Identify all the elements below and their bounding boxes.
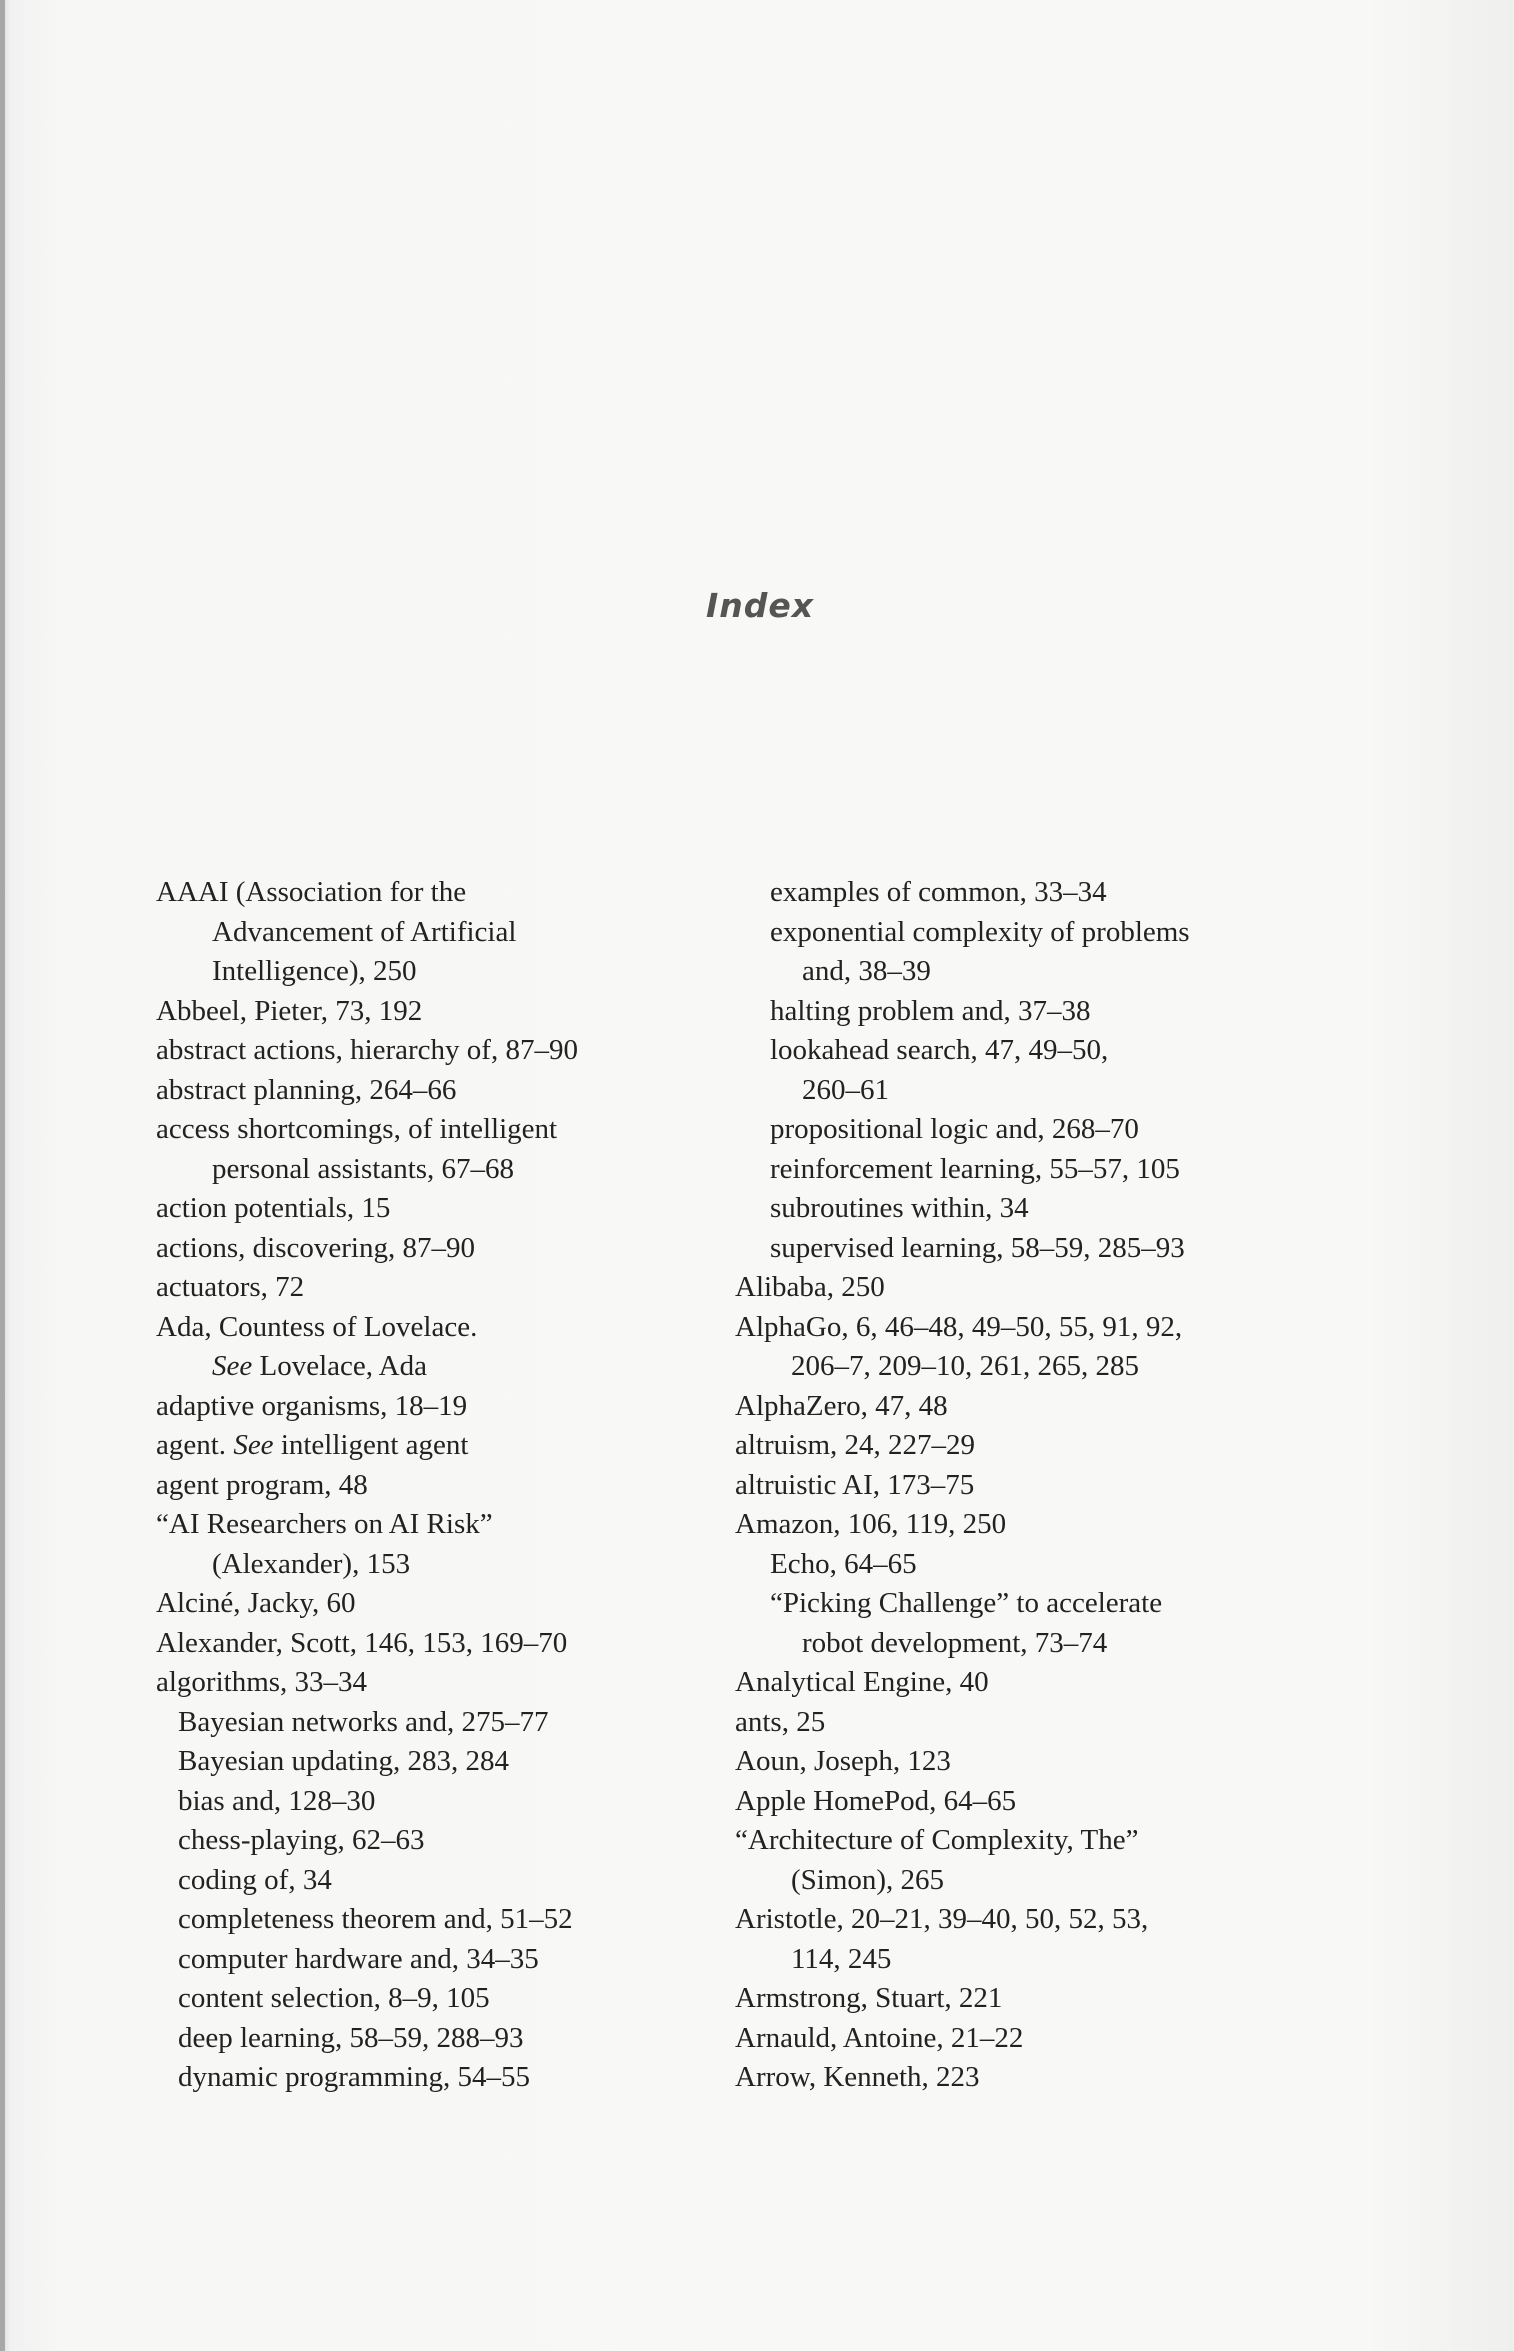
entry-text: Bayesian updating, 283, 284 — [178, 1745, 510, 1777]
index-entry — [156, 873, 578, 913]
page-edge-shadow — [0, 0, 5, 2351]
index-entry — [735, 1979, 1190, 2019]
index-entry — [156, 1308, 578, 1348]
entry-text: Lovelace, Ada — [252, 1350, 427, 1382]
see-reference-label: See — [212, 1350, 253, 1382]
entry-text: propositional logic and, 268–70 — [770, 1113, 1139, 1145]
entry-text: exponential complexity of problems — [770, 915, 1190, 948]
entry-text: “AI Researchers on AI Risk” — [156, 1508, 493, 1540]
entry-text: examples of common, 33–34 — [770, 876, 1107, 908]
index-entry — [156, 1268, 578, 1308]
entry-text: Amazon, 106, 119, 250 — [735, 1508, 1007, 1540]
index-entry — [156, 1663, 578, 1703]
entry-text: supervised learning, 58–59, 285–93 — [770, 1231, 1185, 1264]
index-subentry — [735, 1584, 1190, 1624]
index-subentry — [735, 873, 1190, 913]
entry-text: 260–61 — [802, 1073, 889, 1106]
index-entry-continuation — [735, 952, 1190, 992]
index-entry — [735, 1505, 1190, 1545]
index-subentry — [156, 1782, 578, 1822]
index-entry-continuation — [156, 1150, 578, 1190]
entry-text: ants, 25 — [735, 1705, 826, 1738]
index-entry — [735, 2019, 1190, 2059]
index-entry-continuation — [735, 1861, 1190, 1901]
entry-text: 206–7, 209–10, 261, 265, 285 — [791, 1350, 1139, 1382]
index-entry — [156, 1229, 578, 1269]
index-subentry — [156, 1940, 578, 1980]
index-entry — [156, 1189, 578, 1229]
index-entry — [735, 1703, 1190, 1743]
entry-text: action potentials, 15 — [156, 1192, 391, 1224]
entry-text: Echo, 64–65 — [770, 1547, 917, 1580]
page-title: Index — [705, 586, 815, 625]
see-reference-label: See — [233, 1429, 274, 1461]
index-subentry — [735, 1110, 1190, 1150]
entry-text: “Picking Challenge” to accelerate — [770, 1587, 1163, 1619]
index-subentry — [156, 1979, 578, 2019]
entry-text: chess-playing, 62–63 — [178, 1824, 425, 1856]
entry-text: Alciné, Jacky, 60 — [156, 1587, 356, 1619]
entry-text: personal assistants, 67–68 — [212, 1152, 515, 1185]
entry-text: 114, 245 — [791, 1942, 892, 1975]
index-entry — [735, 1742, 1190, 1782]
entry-text: (Simon), 265 — [791, 1863, 945, 1896]
index-subentry — [735, 913, 1190, 953]
index-entry — [735, 1268, 1190, 1308]
entry-text: agent. — [156, 1429, 234, 1461]
index-entry-continuation — [156, 952, 578, 992]
entry-text: Bayesian networks and, 275–77 — [178, 1705, 549, 1738]
index-subentry — [156, 1861, 578, 1901]
index-entry — [735, 1663, 1190, 1703]
entry-text: (Alexander), 153 — [212, 1547, 411, 1580]
index-subentry — [735, 1189, 1190, 1229]
entry-text: and, 38–39 — [802, 955, 931, 987]
entry-text: Advancement of Artificial — [212, 915, 517, 948]
index-entry-continuation — [735, 1347, 1190, 1387]
index-subentry — [735, 1031, 1190, 1071]
entry-text: Arrow, Kenneth, 223 — [735, 2061, 980, 2093]
entry-text: adaptive organisms, 18–19 — [156, 1389, 468, 1422]
index-entry — [156, 1584, 578, 1624]
entry-text: bias and, 128–30 — [178, 1784, 376, 1817]
index-entry — [735, 1782, 1190, 1822]
entry-text: abstract planning, 264–66 — [156, 1073, 457, 1106]
entry-text: dynamic programming, 54–55 — [178, 2061, 530, 2093]
entry-text: Arnauld, Antoine, 21–22 — [735, 2021, 1024, 2054]
index-entry-continuation — [156, 1545, 578, 1585]
index-entry — [156, 1466, 578, 1506]
entry-text: Abbeel, Pieter, 73, 192 — [156, 994, 423, 1027]
entry-text: coding of, 34 — [178, 1863, 332, 1896]
entry-text: actuators, 72 — [156, 1271, 305, 1303]
index-subentry — [156, 1900, 578, 1940]
entry-text: abstract actions, hierarchy of, 87–90 — [156, 1034, 578, 1066]
entry-text: altruistic AI, 173–75 — [735, 1468, 975, 1501]
entry-text: Ada, Countess of Lovelace. — [156, 1310, 478, 1343]
index-entry — [735, 1308, 1190, 1348]
index-entry — [735, 2058, 1190, 2098]
entry-text: Alexander, Scott, 146, 153, 169–70 — [156, 1626, 568, 1659]
entry-text: “Architecture of Complexity, The” — [735, 1824, 1139, 1856]
entry-text: reinforcement learning, 55–57, 105 — [770, 1152, 1180, 1185]
entry-text: subroutines within, 34 — [770, 1192, 1029, 1224]
index-subentry — [156, 2058, 578, 2098]
entry-text: Analytical Engine, 40 — [735, 1666, 989, 1698]
index-entry-continuation — [735, 1624, 1190, 1664]
index-entry — [156, 1426, 578, 1466]
entry-text: content selection, 8–9, 105 — [178, 1982, 490, 2014]
entry-text: AlphaGo, 6, 46–48, 49–50, 55, 91, 92, — [735, 1310, 1183, 1343]
entry-text: intelligent agent — [273, 1429, 469, 1461]
entry-text: completeness theorem and, 51–52 — [178, 1903, 573, 1935]
index-subentry — [735, 1229, 1190, 1269]
index-entry-continuation — [735, 1071, 1190, 1111]
index-entry — [156, 1387, 578, 1427]
entry-text: computer hardware and, 34–35 — [178, 1942, 539, 1975]
index-column-right — [735, 873, 1190, 2098]
index-entry — [156, 1624, 578, 1664]
index-entry — [156, 992, 578, 1032]
entry-text: AAAI (Association for the — [156, 876, 467, 908]
entry-text: Aoun, Joseph, 123 — [735, 1745, 951, 1777]
entry-text: actions, discovering, 87–90 — [156, 1231, 475, 1264]
entry-text: Aristotle, 20–21, 39–40, 50, 52, 53, — [735, 1903, 1149, 1935]
index-subentry — [156, 1821, 578, 1861]
entry-text: robot development, 73–74 — [802, 1626, 1108, 1659]
entry-text: algorithms, 33–34 — [156, 1666, 368, 1698]
index-entry-continuation — [735, 1940, 1190, 1980]
index-entry — [735, 1426, 1190, 1466]
index-entry — [156, 1110, 578, 1150]
index-entry — [156, 1071, 578, 1111]
index-column-left — [156, 873, 578, 2098]
index-entry — [156, 1031, 578, 1071]
entry-text: halting problem and, 37–38 — [770, 994, 1091, 1027]
entry-text: lookahead search, 47, 49–50, — [770, 1034, 1109, 1066]
index-entry — [735, 1821, 1190, 1861]
index-entry — [735, 1900, 1190, 1940]
entry-text: agent program, 48 — [156, 1468, 368, 1501]
index-entry-continuation — [156, 913, 578, 953]
index-subentry — [735, 1545, 1190, 1585]
entry-text: deep learning, 58–59, 288–93 — [178, 2021, 524, 2054]
index-subentry — [735, 1150, 1190, 1190]
index-subentry — [735, 992, 1190, 1032]
entry-text: Alibaba, 250 — [735, 1271, 885, 1303]
entry-text: Armstrong, Stuart, 221 — [735, 1982, 1003, 2014]
entry-text: access shortcomings, of intelligent — [156, 1113, 558, 1145]
index-entry — [156, 1505, 578, 1545]
entry-text: Apple HomePod, 64–65 — [735, 1784, 1017, 1817]
entry-text: AlphaZero, 47, 48 — [735, 1389, 948, 1422]
entry-text: Intelligence), 250 — [212, 955, 417, 987]
index-subentry — [156, 1703, 578, 1743]
index-subentry — [156, 2019, 578, 2059]
index-subentry — [156, 1742, 578, 1782]
entry-text: altruism, 24, 227–29 — [735, 1429, 976, 1461]
index-entry — [735, 1387, 1190, 1427]
index-entry — [735, 1466, 1190, 1506]
index-entry-continuation — [156, 1347, 578, 1387]
